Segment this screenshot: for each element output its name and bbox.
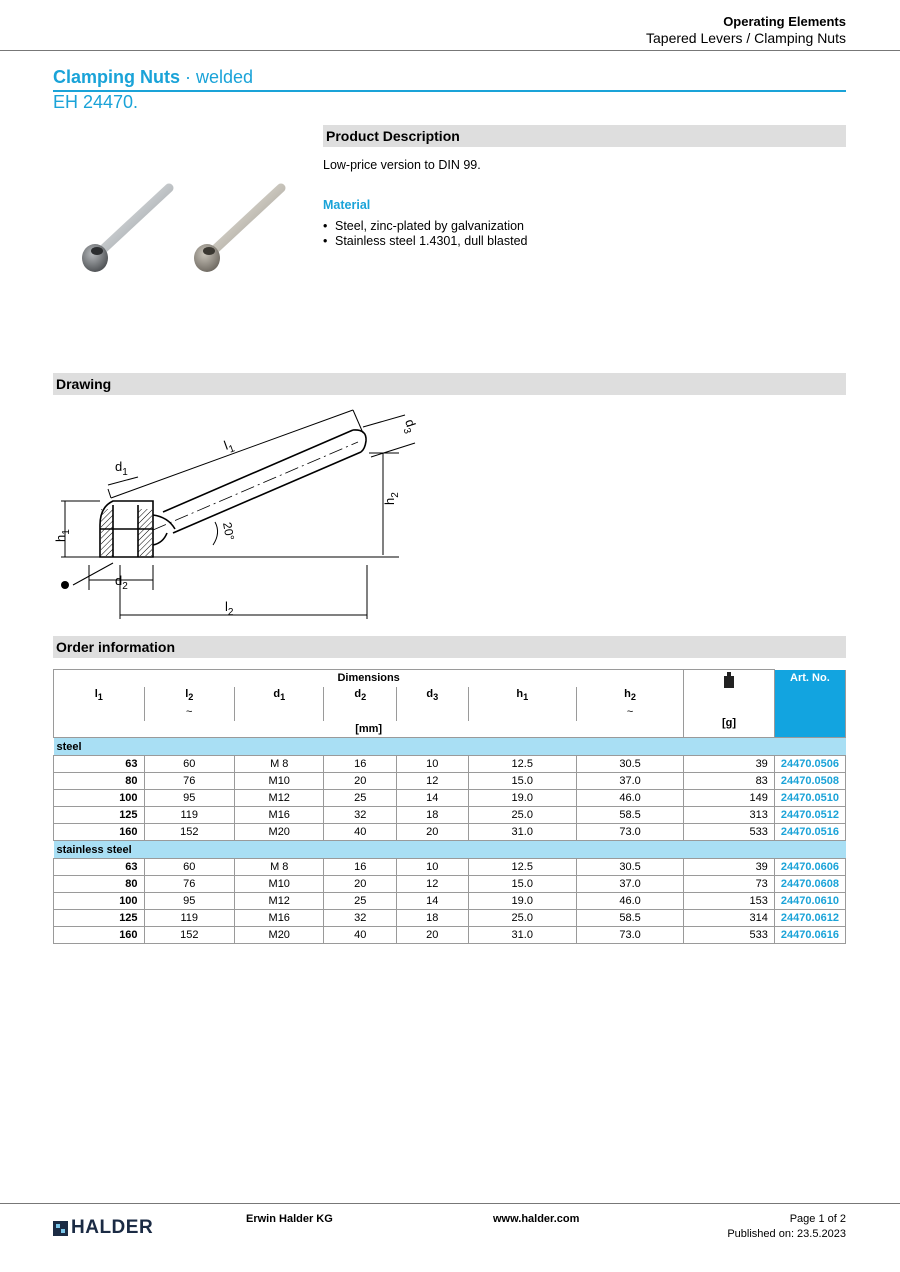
table-cell: 25 — [324, 790, 397, 807]
title-separator: · — [185, 67, 197, 87]
table-cell: 10 — [397, 859, 469, 876]
drawing-heading: Drawing — [53, 373, 846, 395]
material-group-label: steel — [54, 738, 846, 756]
product-description-text: Low-price version to DIN 99. — [323, 158, 481, 172]
table-cell: 25.0 — [468, 910, 576, 927]
table-cell: 40 — [324, 824, 397, 841]
table-cell: 100 — [54, 790, 145, 807]
table-cell: 119 — [144, 910, 234, 927]
table-cell: M 8 — [235, 756, 324, 773]
table-cell: 76 — [144, 876, 234, 893]
art-no-cell[interactable]: 24470.0608 — [774, 876, 845, 893]
table-cell: 95 — [144, 790, 234, 807]
table-cell: 76 — [144, 773, 234, 790]
table-row — [54, 859, 846, 876]
table-row — [54, 824, 846, 841]
order-table-body — [54, 738, 846, 944]
footer-page-number: Page 1 of 2 — [789, 1213, 846, 1225]
table-cell: 30.5 — [576, 756, 683, 773]
table-cell: 32 — [324, 910, 397, 927]
label-h2: $h_2$ — [382, 492, 401, 505]
table-cell: 40 — [324, 927, 397, 944]
table-cell: 80 — [54, 876, 145, 893]
table-cell: 20 — [397, 927, 469, 944]
col-tilde — [468, 704, 576, 721]
unit-mm: [mm] — [54, 721, 684, 738]
table-cell: 12.5 — [468, 859, 576, 876]
col-tilde — [397, 704, 469, 721]
table-cell: 533 — [684, 927, 775, 944]
table-cell: 152 — [144, 927, 234, 944]
table-cell: 20 — [397, 824, 469, 841]
header-subcategory: Tapered Levers / Clamping Nuts — [646, 30, 846, 46]
steel-lever-image — [82, 188, 169, 272]
material-item: • Steel, zinc-plated by galvanization — [323, 219, 528, 234]
footer-published: Published on: 23.5.2023 — [727, 1228, 846, 1240]
col-tilde — [54, 704, 145, 721]
table-row — [54, 893, 846, 910]
table-cell: 46.0 — [576, 893, 683, 910]
table-cell: 80 — [54, 773, 145, 790]
table-cell: 15.0 — [468, 876, 576, 893]
product-image — [75, 178, 300, 278]
table-cell: M20 — [235, 824, 324, 841]
table-cell: 12 — [397, 773, 469, 790]
table-cell: M16 — [235, 807, 324, 824]
dimensions-header: Dimensions — [54, 670, 684, 687]
table-cell: 10 — [397, 756, 469, 773]
table-cell: 125 — [54, 910, 145, 927]
col-header-l1: $l_1$ — [54, 687, 145, 704]
order-information-heading: Order information — [53, 636, 846, 658]
logo-text: HALDER — [71, 1217, 154, 1238]
table-cell: 25 — [324, 893, 397, 910]
table-cell: 46.0 — [576, 790, 683, 807]
art-no-cell[interactable]: 24470.0512 — [774, 807, 845, 824]
table-cell: 37.0 — [576, 773, 683, 790]
col-tilde: ~ — [576, 704, 683, 721]
table-cell: 60 — [144, 756, 234, 773]
table-cell: 18 — [397, 910, 469, 927]
table-row — [54, 756, 846, 773]
label-h1: $h_1$ — [53, 529, 72, 542]
table-cell: 63 — [54, 756, 145, 773]
table-cell: 20 — [324, 876, 397, 893]
product-description-heading: Product Description — [323, 125, 846, 147]
technical-drawing — [53, 405, 433, 620]
art-no-cell[interactable]: 24470.0616 — [774, 927, 845, 944]
table-cell: M10 — [235, 876, 324, 893]
col-header-d3: $d_3$ — [397, 687, 469, 704]
table-cell: M12 — [235, 790, 324, 807]
material-group-row — [54, 841, 846, 859]
halder-logo — [53, 1217, 153, 1239]
order-table — [53, 669, 846, 944]
product-title-main: Clamping Nuts — [53, 67, 181, 87]
label-l2: $l_2$ — [225, 599, 234, 618]
footer-company: Erwin Halder KG — [246, 1213, 333, 1225]
header-divider — [0, 50, 900, 51]
product-code: EH 24470. — [53, 92, 139, 112]
table-cell: 19.0 — [468, 893, 576, 910]
table-cell: 14 — [397, 893, 469, 910]
logo-mark-icon — [53, 1221, 68, 1236]
col-header-d2: $d_2$ — [324, 687, 397, 704]
table-cell: 14 — [397, 790, 469, 807]
product-title — [53, 67, 253, 88]
table-cell: 314 — [684, 910, 775, 927]
table-cell: 31.0 — [468, 824, 576, 841]
table-cell: 16 — [324, 756, 397, 773]
header-category: Operating Elements — [723, 14, 846, 29]
table-cell: 313 — [684, 807, 775, 824]
table-row — [54, 910, 846, 927]
table-cell: M20 — [235, 927, 324, 944]
stainless-lever-image — [194, 188, 281, 272]
table-cell: M12 — [235, 893, 324, 910]
table-cell: 37.0 — [576, 876, 683, 893]
weight-unit: [g] — [722, 717, 737, 729]
table-row — [54, 927, 846, 944]
table-cell: 160 — [54, 824, 145, 841]
art-no-cell[interactable]: 24470.0610 — [774, 893, 845, 910]
col-tilde: ~ — [144, 704, 234, 721]
table-cell: 16 — [324, 859, 397, 876]
label-l1: $l_1$ — [221, 437, 237, 456]
table-cell: M 8 — [235, 859, 324, 876]
art-no-cell[interactable]: 24470.0506 — [774, 756, 845, 773]
material-group-row — [54, 738, 846, 756]
table-cell: 73.0 — [576, 824, 683, 841]
art-no-cell[interactable]: 24470.0510 — [774, 790, 845, 807]
material-group-label: stainless steel — [54, 841, 846, 859]
table-cell: 19.0 — [468, 790, 576, 807]
table-cell: 95 — [144, 893, 234, 910]
weight-header — [684, 670, 775, 738]
art-no-cell[interactable]: 24470.0508 — [774, 773, 845, 790]
table-cell: 58.5 — [576, 910, 683, 927]
table-cell: 160 — [54, 927, 145, 944]
table-cell: 12 — [397, 876, 469, 893]
label-d3: $d_3$ — [400, 417, 419, 436]
table-cell: 39 — [684, 859, 775, 876]
reference-mark-icon — [61, 581, 69, 589]
table-cell: 18 — [397, 807, 469, 824]
weight-icon — [723, 672, 735, 688]
table-cell: 39 — [684, 756, 775, 773]
art-no-cell[interactable]: 24470.0516 — [774, 824, 845, 841]
table-cell: 15.0 — [468, 773, 576, 790]
product-title-suffix: welded — [196, 67, 254, 87]
col-tilde — [235, 704, 324, 721]
col-header-h1: $h_1$ — [468, 687, 576, 704]
table-cell: 73.0 — [576, 927, 683, 944]
table-row — [54, 790, 846, 807]
table-cell: 32 — [324, 807, 397, 824]
col-header-d1: $d_1$ — [235, 687, 324, 704]
table-cell: 533 — [684, 824, 775, 841]
table-cell: M16 — [235, 910, 324, 927]
label-angle: 20° — [220, 521, 237, 542]
table-cell: 20 — [324, 773, 397, 790]
table-row — [54, 773, 846, 790]
table-cell: 83 — [684, 773, 775, 790]
table-cell: 63 — [54, 859, 145, 876]
table-cell: 153 — [684, 893, 775, 910]
table-cell: 31.0 — [468, 927, 576, 944]
table-row — [54, 876, 846, 893]
label-d1: $d_1$ — [115, 459, 128, 478]
table-row — [54, 807, 846, 824]
table-cell: 152 — [144, 824, 234, 841]
art-no-header: Art. No. — [774, 670, 845, 738]
material-list — [323, 219, 528, 249]
table-cell: 25.0 — [468, 807, 576, 824]
title-divider — [53, 90, 846, 92]
table-cell: 58.5 — [576, 807, 683, 824]
table-cell: 149 — [684, 790, 775, 807]
art-no-cell[interactable]: 24470.0606 — [774, 859, 845, 876]
table-cell: 73 — [684, 876, 775, 893]
footer-divider — [0, 1203, 900, 1204]
footer-website[interactable]: www.halder.com — [493, 1213, 580, 1225]
table-cell: M10 — [235, 773, 324, 790]
table-cell: 100 — [54, 893, 145, 910]
table-cell: 12.5 — [468, 756, 576, 773]
label-d2: $d_2$ — [115, 573, 128, 592]
table-cell: 60 — [144, 859, 234, 876]
material-heading: Material — [323, 198, 371, 212]
table-cell: 119 — [144, 807, 234, 824]
table-cell: 125 — [54, 807, 145, 824]
table-cell: 30.5 — [576, 859, 683, 876]
col-header-h2: $h_2$ — [576, 687, 683, 704]
art-no-cell[interactable]: 24470.0612 — [774, 910, 845, 927]
col-tilde — [324, 704, 397, 721]
material-item: • Stainless steel 1.4301, dull blasted — [323, 234, 528, 249]
col-header-l2: $l_2$ — [144, 687, 234, 704]
